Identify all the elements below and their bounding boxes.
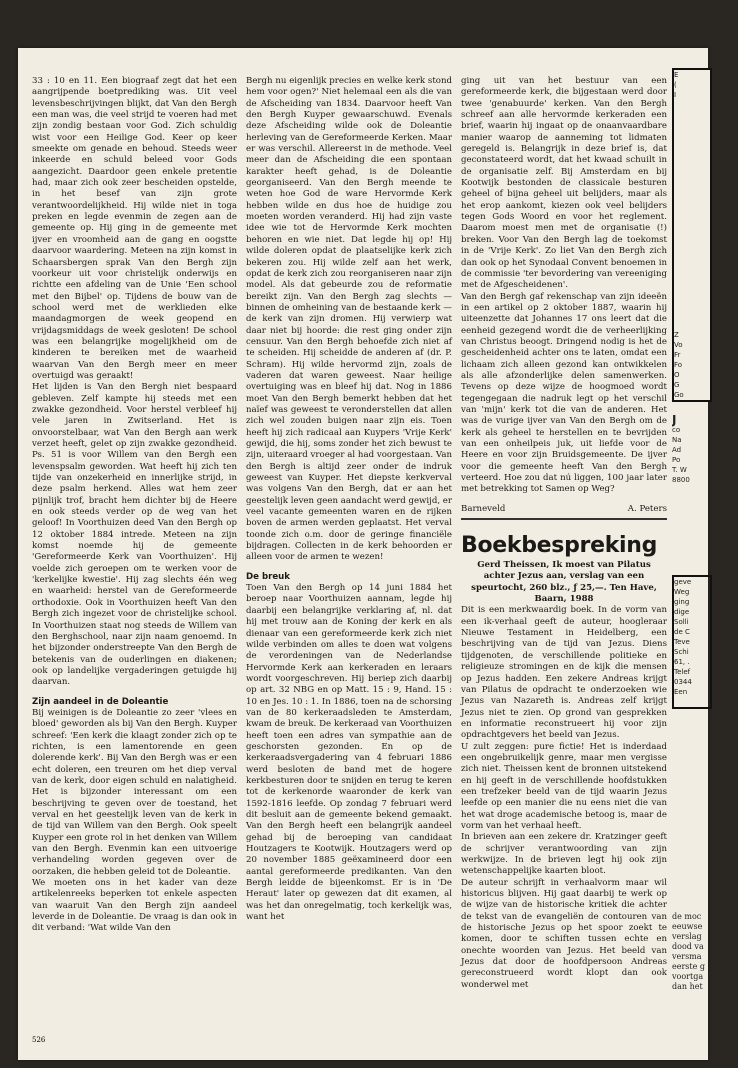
fragment: Vo [674,341,683,349]
paragraph: Bergh nu eigenlijk precies en welke kerk stond hem voor ogen?' Niet helemaal een als die van de Afscheiding van 1834. Daarvoor heeft Van den Bergh Kuyper gewaarschuwd. Evenals deze Afscheiding wilde ook de Doleantie herleving van de Gereformeerde Kerken. Maar er was verschil. Allereerst in de methode. Veel meer dan de Afscheiding die een spontaan karakter heeft gehad, is de Doleantie georganiseerd. Van den Bergh meende te weten hoe God de ware Hervormde Kerk hebben wilde en dus hoe de huidige zou moeten worden veranderd. Hij had zijn vaste idee wie tot de Hervormde Kerk mochten behoren en wie niet. Dat legde hij op! Hij wilde doleren opdat de plaatselijke kerk zich bekeren zou. Hij wilde zelf aan het werk, opdat de kerk zich zou reorganiseren naar zijn model. Als dat gebeurde zou de reformatie bereikt zijn. Van den Bergh zag slechts — binnen de omheining van de bestaande kerk — de kerk van zijn dromen. Hij verwierp wat daar niet bij hoorde: die rest ging onder zijn censuur. Van den Bergh behoefde zich niet af te scheiden. Hij scheidde de anderen af (dr. P. Schram). Hij wilde hervormd zijn, zoals de vaderen dat waren geweest. Naar heilige overtuiging was en bleef hij dat. Nog in 1886 moet Van den Bergh bemerkt hebben dat het naïef was geweest te veronderstellen dat allen zich wel zouden buigen naar zijn eis. Toen heeft hij zich radicaal aan Kuypers 'Vrije Kerk' gewijd, die hij, soms zonder het zich bewust te zijn, uiteraard vroeger al had voorgestaan. Van den Bergh is altijd zeer onder de indruk geweest van Kuyper. Het diepste kerkverval was volgens Van den Bergh, dat er aan het geestelijk leven geen aandacht werd gewijd, er veel vacante gemeenten waren en de rijken boven de armen werden geplaatst. Het verval toonde zich o.m. door de geringe financiële bijdragen. Collecten in de kerk behoorden er alleen voor de armen te wezen! [246,76,452,563]
fragment: 8800 [672,476,690,484]
fragment: Fo [674,361,683,369]
fragment: J [672,415,677,427]
fragment: Weg [674,588,690,596]
fragment: Ad [672,446,682,454]
fragment: de moc [672,912,702,921]
fragment: Solli [674,618,689,626]
paragraph: In brieven aan een zekere dr. Kratzinger geeft de schrijver verantwoording van zijn werkwijze. In de brieven legt hij ook zijn wetenschappelijke kaarten bloot. [461,832,667,877]
paragraph: We moeten ons in het kader van deze artikelenreeks beperken tot enkele aspecten van waaruit Van den Bergh zijn aandeel leverde in de Doleantie. De vraag is dan ook in dit verband: 'Wat wilde Van den [32,878,237,934]
fragment: eeuwse [672,922,703,931]
section-heading: Zijn aandeel in de Doleantie [32,696,169,707]
paragraph: Bij weinigen is de Doleantie zo zeer 'vlees en bloed' geworden als bij Van den Bergh. Kuyper schreef: 'Een kerk die klaagt zonder zich op te richten, is een lamentorende en geen dolerende kerk'. Bij Van den Bergh was er een echt doleren, een treuren om het diep verval van de kerk, door eigen schuld en nalatigheid. Het is bijzonder interessant om een beschrijving te geven over de toestand, het verval en het geestelijk leven van de kerk in de tijd van Willem van den Bergh. Ook speelt Kuyper een grote rol in het denken van Willem van den Bergh. Evenmin kan een uitvoerige verhandeling worden gegeven over de oorzaken, die hebben geleid tot de Doleantie. [32,707,237,877]
fragment: versma [672,952,702,961]
paragraph: Toen Van den Bergh op 14 juni 1884 het beroep naar Voorthuizen aannam, legde hij daarbij een belangrijke verklaring af, nl. dat hij met trouw aan de Koning der kerk en als dienaar van een gereformeerde kerk zich niet wilde verbinden om alles te doen wat volgens de verordeningen van de Nederlandse Hervormde Kerk aan kerkeraden en leraars wordt voorgeschreven. Hij beriep zich daarbij op art. 32 NBG en op Matt. 15 : 9, Hand. 15 : 10 en Jes. 10 : 1. In 1886, toen na de schorsing van de 80 kerkeraadsleden te Amsterdam, kwam de breuk. De kerkeraad van Voorthuizen heeft toen een adres van sympathie aan de geschorsten gezonden. En op de kerkeraadsvergadering van 4 februari 1886 werd besloten de band met de hogere kerkbesturen door te snijden en terug te keren tot de kerkenorde waaronder de kerk van 1592-1816 leefde. Op zondag 7 februari werd dit besluit aan de gemeente bekend gemaakt. Van den Bergh heeft een belangrijk aandeel gehad bij de beroeping van candidaat Houtzagers te Kootwijk. Houtzagers werd op 20 november 1885 geëxamineerd door een aantal gereformeerde predikanten. Van den Bergh leidde de bijeenkomst. Er is in 'De Heraut' later op gewezen dat dit examen, al was het dan onregelmatig, toch kerkelijk was, want het [246,583,452,923]
paragraph: Het lijden is Van den Bergh niet bespaard gebleven. Zelf kampte hij steeds met een zwakke gezondheid. Voor herstel verbleef hij vele jaren in Zwitserland. Het is onvoorstelbaar, wat Van den Bergh aan werk verzet heeft, gelet op zijn zwakke gezondheid. Ps. 51 is voor Willem van den Bergh een levenspsalm geworden. Wat heeft hij zich ten tijde van onzekerheid en innerlijke strijd, in deze psalm herkend. Alles wat hem zeer pijnlijk trof, bracht hem dichter bij de Heere en ook steeds verder op de weg van het geloof! In Voorthuizen deed Van den Bergh op 12 oktober 1884 intrede. Meteen na zijn komst noemde hij de gemeente 'Gereformeerde Kerk van Voorthuizen'. Hij voelde zich geroepen om te werken voor de 'kerkelijke kwestie'. Hij zag slechts één weg en waarheid: herstel van de Gereformeerde orthodoxie. Ook in Voorthuizen heeft Van den Bergh zich ingezet voor de christelijke school. In Voorthuizen staat nog steeds de Willem van den Berghschool, naar zijn naam genoemd. In het bijzonder onderstreepte Van den Bergh de betekenis van de ouderlingen en diakenen; ook op landelijke vergaderingen getuigde hij daarvan. [32,382,237,688]
fragment: Een [674,688,688,696]
adjacent-page-box-1 [672,68,712,402]
fragment: Go [674,391,684,399]
paragraph: Van den Bergh gaf rekenschap van zijn ideeën in een artikel op 2 oktober 1887, waarin hij uiteenzette dat Johannes 17 ons leert dat die eenheid gezegend wordt die de verheerlijking van Christus beoogt. Dringend nodig is het de gescheidenheid achter ons te laten, omdat een lichaam zich alleen gezond kan ontwikkelen als alle afzonderlijke delen samenwerken. Tevens op deze wijze de hoogmoed wordt tegengegaan die nadruk legt op het verschil van 'mijn' kerk tot die van de anderen. Het was de vurige ijver van Van den Bergh om de kerk als geheel te herstellen en te bevrijden van een onheilpeis juk, uit liefde voor de Heere en voor zijn Bruidsgemeente. De ijver voor die gemeente heeft Van den Bergh verteerd. Hoe zou dat nú liggen, 100 jaar later met betrekking tot Samen op Weg? [461,291,667,495]
fragment: eerste g [672,962,706,971]
fragment: Teve [674,638,690,646]
paragraph: Dit is een merkwaardig boek. In de vorm van een ik-verhaal geeft de auteur, hoogleraar Nieuwe Testament in Heidelberg, een beschrijving van de tijd van Jezus. Diens tijdgenoten, de verschillende politieke en religieuze stromingen en de kijk die mensen op Jezus hadden. Een zekere Andreas krijgt van Pilatus de opdracht te onderzoeken wie Jezus van Nazareth is. Andreas zelf krijgt Jezus niet te zien. Op grond van gesprekken en informatie reconstrueert hij voor zijn opdrachtgevers het beeld van Jezus. [461,605,667,741]
paragraph: 33 : 10 en 11. Een biograaf zegt dat het een aangrijpende boetprediking was. Uit veel levensbeschrijvingen blijkt, dat Van den Bergh een man was, die veel strijd te voeren had met zijn zondig bestaan voor God. Zich schuldig wist voor een Heilige God. Keer op keer smeekte om genade en behoud. Steeds weer inkeerde en schuld beleed voor Gods aangezicht. Daardoor geen enkele pretentie had, maar zich ook zeer bescheiden opstelde, in het besef van zijn grote verantwoordelijkheid. Hij wilde niet in toga preken en legde evenmin de zegen aan de gemeente op. Hij ging in de gemeente met ijver en vroomheid aan de gang en oogstte daarvoor waardering. Meteen na zijn komst in Schaarsbergen sprak Van den Bergh zijn voorkeur uit voor christelijk onderwijs en richtte een afdeling van de Unie 'Een school met den Bijbel' op. Tijdens de bouw van de school werd met de werklieden elke maandagmorgen de week geopend en vrijdagsmiddags de week gesloten! De school was een belangrijke mogelijkheid om de kinderen te bereiken met de waarheid waarvan Van den Bergh meer en meer overtuigd was geraakt! [32,76,237,381]
page-number: 526 [32,1036,46,1044]
fragment: ( [674,81,677,89]
adjacent-page-text [672,912,708,1002]
fragment: Fr [674,351,681,359]
fragment: voortga [672,972,704,981]
column-3 [461,76,667,991]
fragment: dige [674,608,690,616]
section-heading: De breuk [246,571,291,582]
signature-place: Barneveld [461,503,506,514]
paragraph: De auteur schrijft in verhaalvorm maar wil historicus blijven. Hij gaat daarbij te werk op de wijze van de historische kritiek die achter de tekst van de evangeliën de contouren van de historische Jezus op het spoor zoekt te komen, door te schiften tussen echte en onechte woorden van Jezus. Het beeld van Jezus dat door de hoofdpersoon Andreas gereconstrueerd wordt klopt dan ook wonderwel met [461,877,667,990]
fragment: co [672,426,681,434]
fragment: T. W [672,466,687,474]
fragment: Schi [674,648,689,656]
fragment: I [674,91,677,99]
fragment: Z [674,331,679,339]
fragment: verslag [672,932,702,941]
fragment [674,400,710,402]
fragment: geve [674,578,692,586]
fragment: dood va [672,942,704,951]
fragment: Po [672,456,681,464]
paragraph: U zult zeggen: pure fictie! Het is inderdaad een ongebruikelijk genre, maar men vergisse zich niet. Theissen kent de bronnen uitstekend en hij geeft in de verschillende hoofdstukken een trefzeker beeld van de tijd waarin Jezus leefde op een manier die nu eens niet die van het wat droge academische betoog is, maar de vorm van het verhaal heeft. [461,741,667,831]
fragment: G [674,381,680,389]
divider [461,518,667,520]
paragraph: ging uit van het bestuur van een gereformeerde kerk, die bijgestaan werd door twee 'genabuurde' kerken. Van den Bergh schreef aan alle hervormde kerkeraden een brief, waarin hij ingaat op de onaanvaardbare manier waarop de aanneming tot lidmaten geregeld is. Belangrijk in deze brief is, dat geconstateerd wordt, dat het kwaad schuilt in de organisatie zelf. Bij Amsterdam en bij Kootwijk bestonden de classicale besturen geheel of bijna geheel uit belijders, maar als het erop aankomt, kiezen ook veel belijders tegen Gods Woord en voor het reglement. Daarom moest men met de organisatie (!) breken. Voor Van den Bergh lag de toekomst in de 'Vrije Kerk'. Zo liet Van den Bergh zich dan ook op het Synodaal Convent benoemen in de commissie 'ter bevordering van vereeniging met de Afgescheidenen'. [461,76,667,291]
fragment: ging [674,598,690,606]
review-title: Boekbespreking [461,533,658,559]
fragment: dan het [672,982,703,991]
fragment: Telef [674,668,691,676]
column-2 [246,76,452,923]
fragment: O [674,371,680,379]
fragment: Na [672,436,682,444]
fragment: 0344 [674,678,692,686]
adjacent-page-box-2 [672,415,708,515]
fragment: de C [674,628,690,636]
book-info: Gerd Theissen, Ik moest van Pilatus achter Jezus aan, verslag van een speurtocht, 260 blz., ƒ 25,—. Ten Have, Baarn, 1988 [471,560,657,605]
adjacent-page-box-3 [672,575,712,709]
signature-author: A. Peters [627,503,667,514]
fragment: E [674,71,679,79]
signature [461,504,667,515]
fragment: 61, . [674,658,690,666]
column-1 [32,76,237,935]
magazine-page [18,48,708,1060]
